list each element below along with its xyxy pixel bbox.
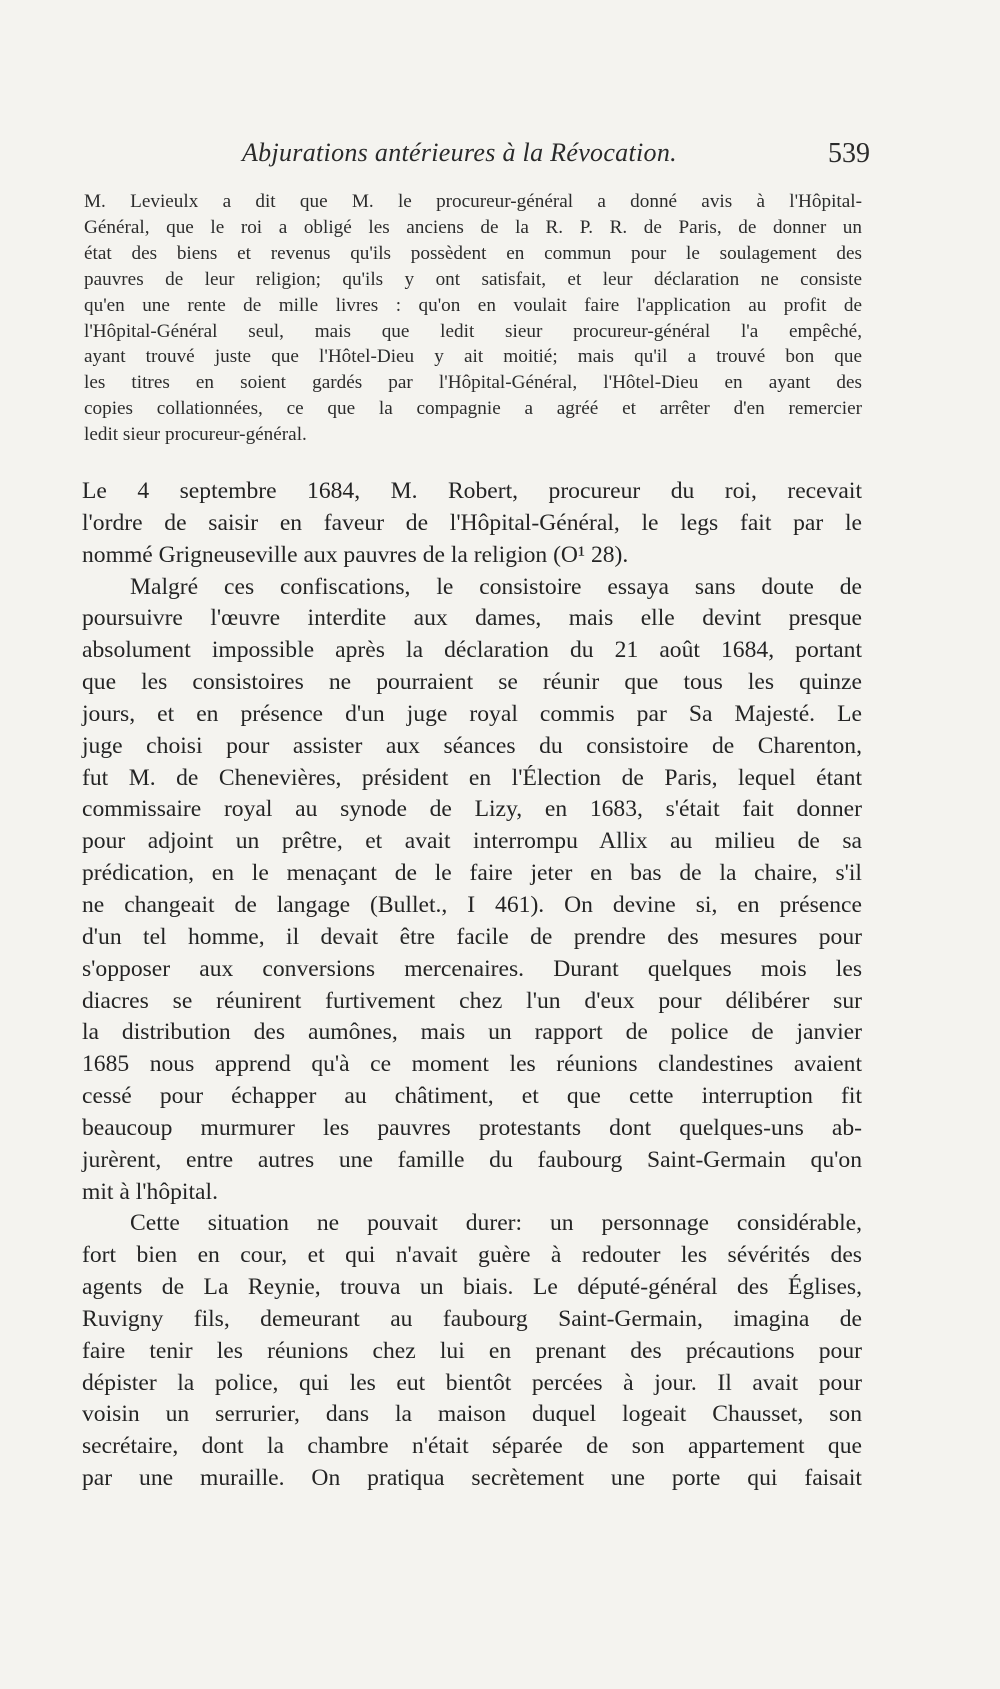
body-text	[82, 476, 862, 1495]
quoted-minutes	[84, 189, 862, 448]
quote-line: M. Levieulx a dit que M. le procureur-général a donné avis à l'Hôpital-	[84, 191, 862, 212]
text-line: d'un tel homme, il devait être facile de prendre des mesures pour	[82, 923, 862, 950]
running-head	[82, 138, 870, 178]
quote-line: état des biens et revenus qu'ils possèdent en commun pour le soulagement des	[84, 242, 862, 264]
text-line: ne changeait de langage (Bullet., I 461). On devine si, en présence	[82, 891, 862, 918]
text-line: voisin un serrurier, dans la maison duquel logeait Chausset, son	[82, 1401, 862, 1428]
text-line: diacres se réunirent furtivement chez l'un d'eux pour délibérer sur	[82, 987, 862, 1014]
text-line: s'opposer aux conversions mercenaires. Durant quelques mois les	[82, 955, 862, 982]
text-line: jours, et en présence d'un juge royal commis par Sa Majesté. Le	[82, 700, 862, 727]
page-number: 539	[828, 138, 870, 169]
quote-line: qu'en une rente de mille livres : qu'on en voulait faire l'application au profit de	[84, 294, 862, 316]
text-line: Malgré ces confiscations, le consistoire essaya sans doute de	[130, 573, 862, 600]
text-line: jurèrent, entre autres une famille du faubourg Saint-Germain qu'on	[82, 1146, 862, 1173]
quote-line: ayant trouvé juste que l'Hôtel-Dieu y ait moitié; mais qu'il a trouvé bon que	[84, 346, 862, 368]
text-line: dépister la police, qui les eut bientôt percées à jour. Il avait pour	[82, 1369, 862, 1396]
paragraph	[82, 1208, 862, 1495]
text-line: poursuivre l'œuvre interdite aux dames, mais elle devint presque	[82, 605, 862, 632]
text-line: absolument impossible après la déclaration du 21 août 1684, portant	[82, 637, 862, 664]
text-line: prédication, en le menaçant de le faire jeter en bas de la chaire, s'il	[82, 860, 862, 887]
text-line: secrétaire, dont la chambre n'était séparée de son appartement que	[82, 1433, 862, 1460]
text-line: l'ordre de saisir en faveur de l'Hôpital-Général, le legs fait par le	[82, 509, 862, 536]
quote-line: l'Hôpital-Général seul, mais que ledit sieur procureur-général l'a empêché,	[84, 320, 862, 342]
text-line: la distribution des aumônes, mais un rapport de police de janvier	[82, 1019, 862, 1046]
quote-line: pauvres de leur religion; qu'ils y ont satisfait, et leur déclaration ne consiste	[84, 268, 862, 290]
text-line: Ruvigny fils, demeurant au faubourg Saint-Germain, imagina de	[82, 1305, 862, 1332]
text-line: Cette situation ne pouvait durer: un personnage considérable,	[130, 1210, 862, 1237]
quote-line: les titres en soient gardés par l'Hôpital-Général, l'Hôtel-Dieu en ayant des	[84, 372, 862, 394]
text-line: que les consistoires ne pourraient se réunir que tous les quinze	[82, 669, 862, 696]
text-line: pour adjoint un prêtre, et avait interrompu Allix au milieu de sa	[82, 828, 862, 855]
paragraph	[82, 476, 862, 572]
text-line: nommé Grigneuseville aux pauvres de la religion (O¹ 28).	[82, 541, 629, 568]
quote-line: copies collationnées, ce que la compagnie a agréé et arrêter d'en remercier	[84, 398, 862, 420]
text-line: fut M. de Chenevières, président en l'Élection de Paris, lequel étant	[82, 764, 862, 791]
text-line: mit à l'hôpital.	[82, 1178, 218, 1205]
quote-line: Général, que le roi a obligé les anciens de la R. P. R. de Paris, de donner un	[84, 216, 862, 238]
paragraph	[82, 572, 862, 1209]
text-line: beaucoup murmurer les pauvres protestants dont quelques-uns ab-	[82, 1114, 862, 1141]
text-line: fort bien en cour, et qui n'avait guère à redouter les sévérités des	[82, 1242, 862, 1269]
text-line: commissaire royal au synode de Lizy, en 1683, s'était fait donner	[82, 796, 862, 823]
text-line: juge choisi pour assister aux séances du consistoire de Charenton,	[82, 732, 862, 759]
text-line: faire tenir les réunions chez lui en prenant des précautions pour	[82, 1337, 862, 1364]
text-line: Le 4 septembre 1684, M. Robert, procureur du roi, recevait	[82, 478, 862, 504]
text-line: cessé pour échapper au châtiment, et que cette interruption fit	[82, 1083, 862, 1110]
text-line: par une muraille. On pratiqua secrètement une porte qui faisait	[82, 1465, 862, 1492]
text-line: agents de La Reynie, trouva un biais. Le député-général des Églises,	[82, 1274, 862, 1301]
running-head-title: Abjurations antérieures à la Révocation.	[242, 138, 677, 167]
quote-line: ledit sieur procureur-général.	[84, 424, 307, 446]
text-line: 1685 nous apprend qu'à ce moment les réunions clandestines avaient	[82, 1051, 862, 1078]
